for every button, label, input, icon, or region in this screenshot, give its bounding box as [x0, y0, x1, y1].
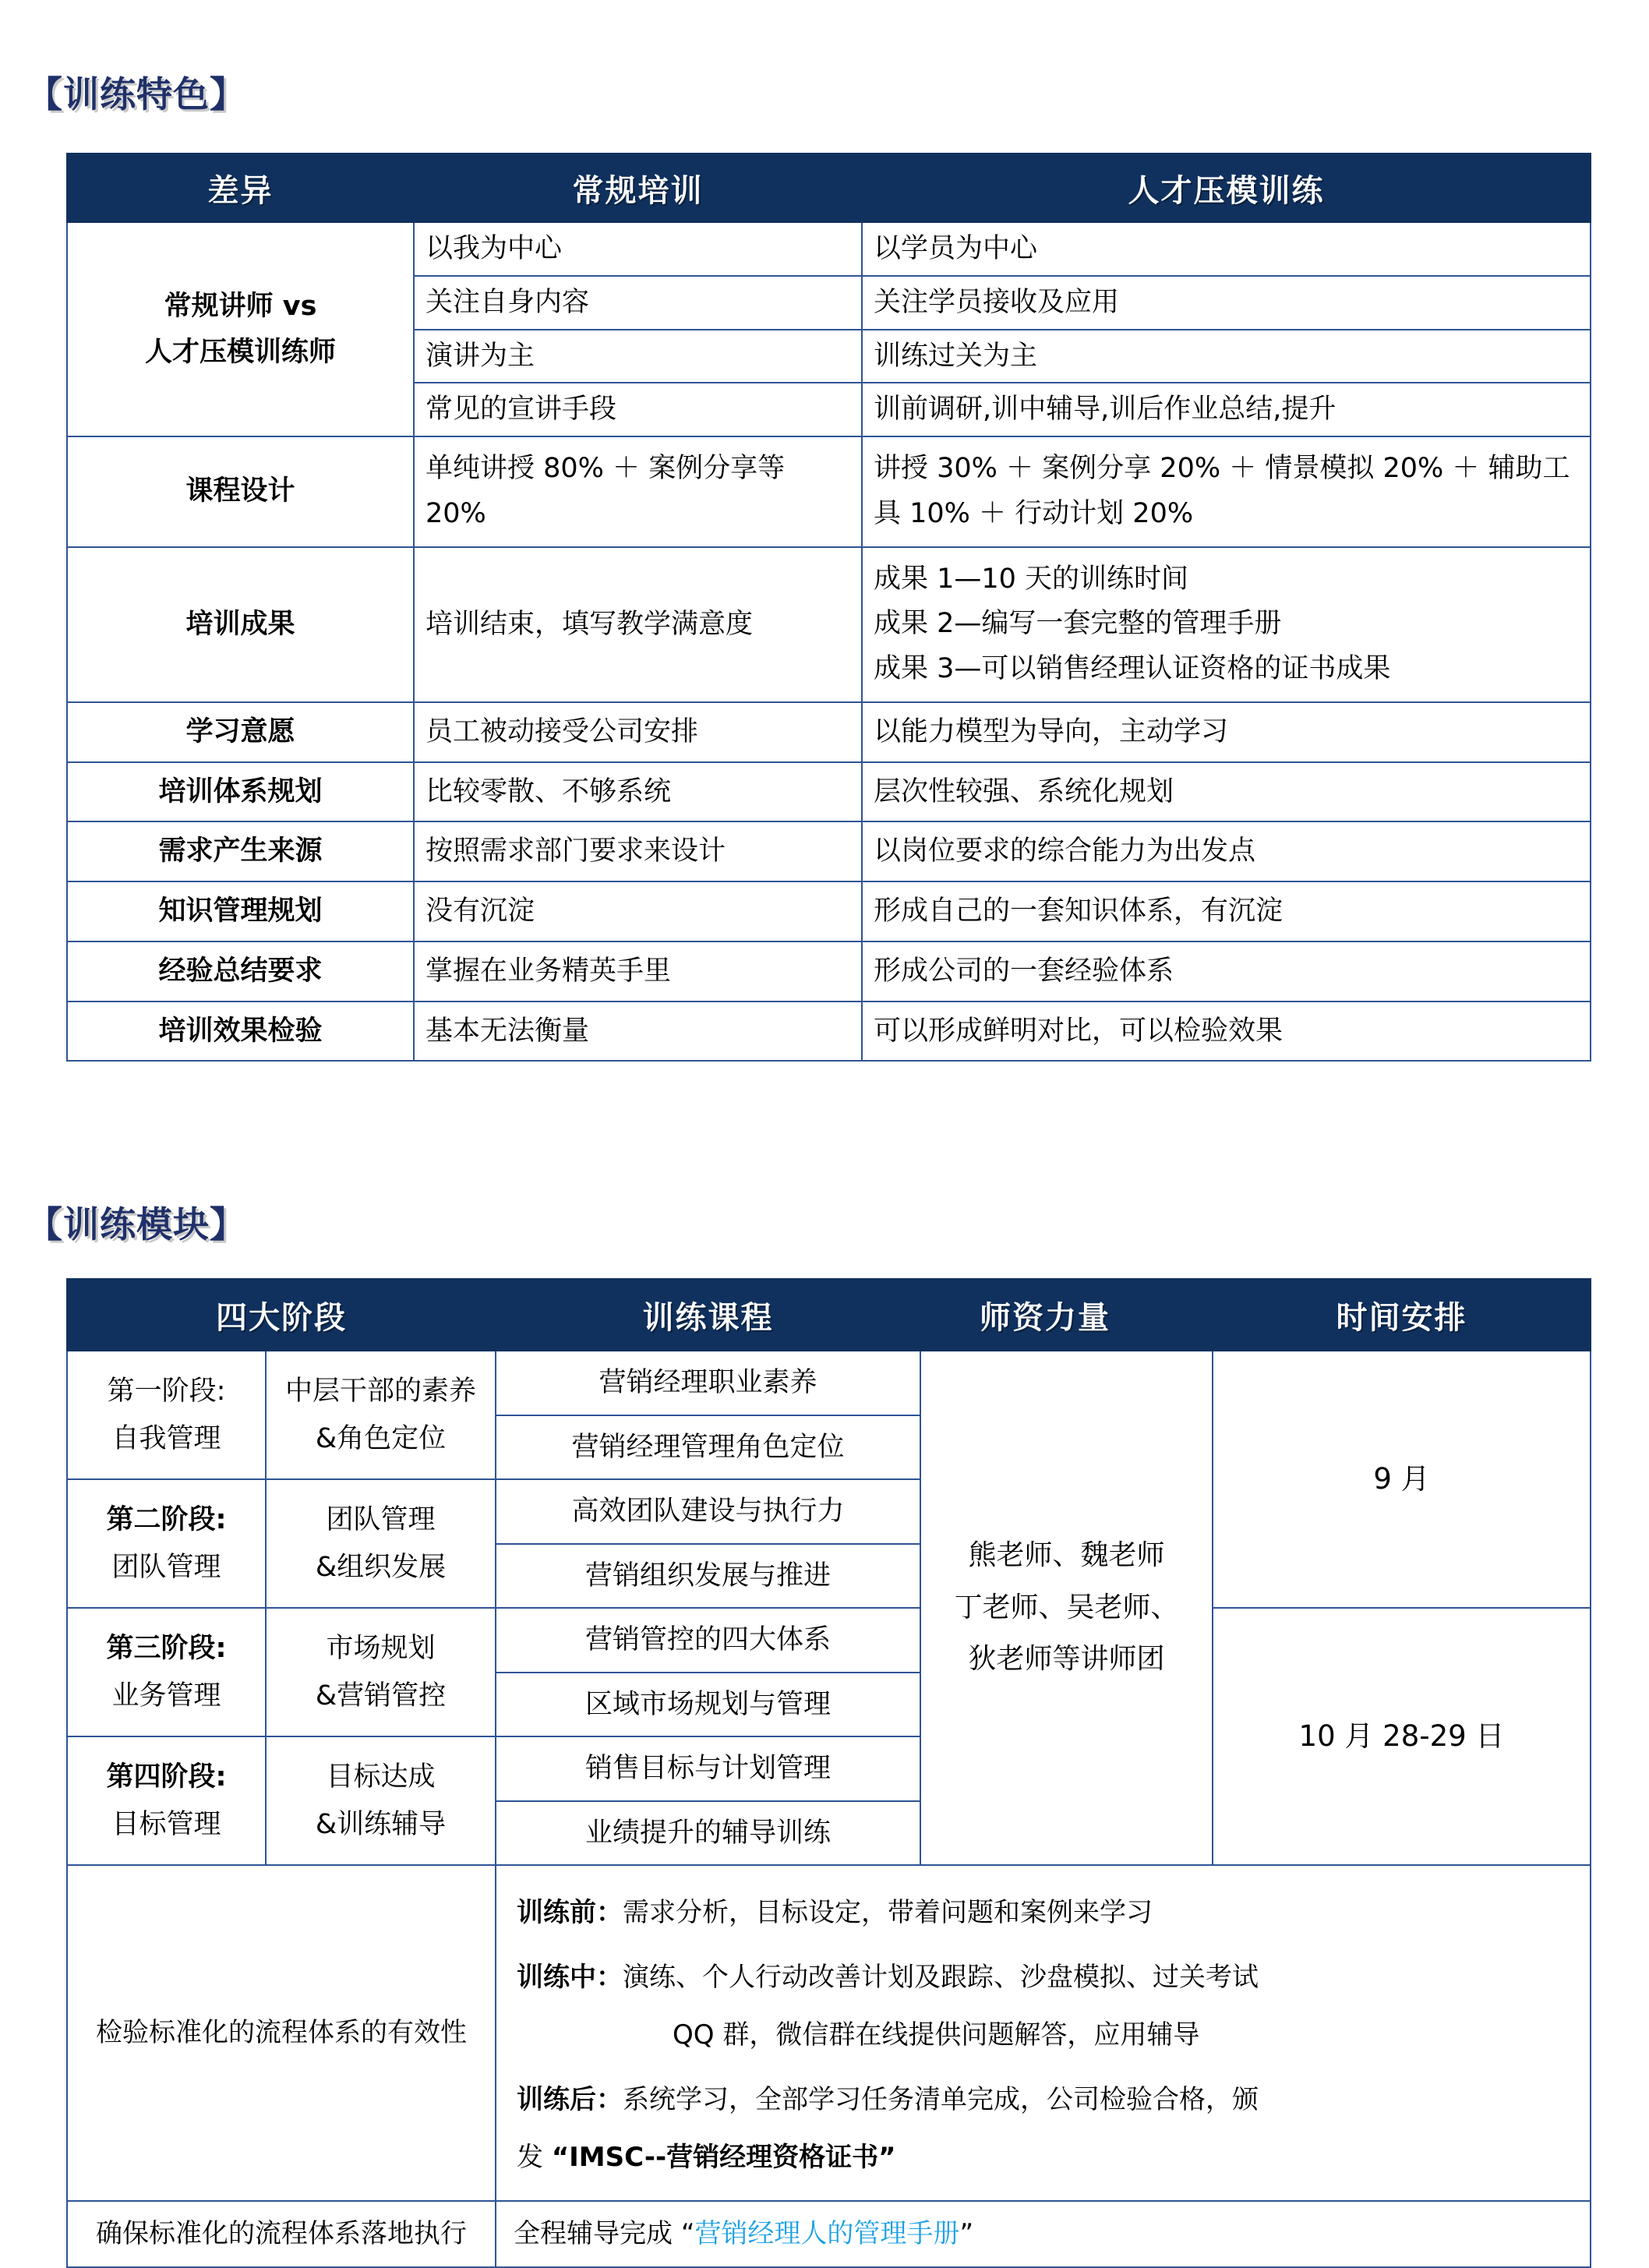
phase-line2: 自我管理: [111, 1422, 221, 1454]
table-row: [67, 1002, 1591, 1062]
phase-line2: 业务管理: [111, 1680, 221, 1712]
cell-molding: 可以形成鲜明对比，可以检验效果: [862, 1002, 1591, 1062]
phase-line1: 第三阶段:: [106, 1633, 227, 1664]
phase-line1: 第四阶段:: [106, 1761, 227, 1793]
cell-regular: 常见的宣讲手段: [414, 383, 862, 436]
row-label-demand-source: 需求产生来源: [67, 821, 414, 881]
table-row: [67, 547, 1591, 702]
schedule-september: 9 月: [1213, 1351, 1591, 1608]
process-after-label: 训练后: [517, 2083, 596, 2115]
table-row: [67, 881, 1591, 941]
table-row: [67, 1351, 1591, 1415]
topic-line1: 中层干部的素养: [284, 1376, 476, 1407]
topic-line2: &角色定位: [315, 1422, 447, 1454]
process-after-text: 系统学习，全部学习任务清单完成，公司检验合格，颁: [623, 2083, 1259, 2115]
quote-close: ”: [959, 2217, 974, 2249]
quote-open: “: [680, 2217, 695, 2249]
cell-regular: 以我为中心: [414, 222, 862, 276]
table-row: [67, 762, 1591, 822]
course-item: 营销经理职业素养: [496, 1351, 920, 1415]
table-row: [67, 702, 1591, 762]
table-header-row: [67, 154, 1591, 222]
phase-name-1: [67, 1351, 266, 1479]
cell-molding: 训前调研,训中辅导,训后作业总结,提升: [862, 383, 1591, 436]
faculty-line: 狄老师等讲师团: [968, 1643, 1165, 1676]
cell-molding: 以能力模型为导向，主动学习: [862, 702, 1591, 762]
phase-topic-3: [266, 1608, 496, 1736]
cell-molding: 层次性较强、系统化规划: [862, 762, 1591, 822]
course-item: 营销组织发展与推进: [496, 1544, 920, 1609]
course-item: 营销经理管理角色定位: [496, 1415, 920, 1480]
phase-name-2: [67, 1479, 266, 1608]
cell-regular: 关注自身内容: [414, 276, 862, 330]
training-modules-table: [66, 1278, 1591, 2268]
process-before-sep: ：: [596, 1897, 623, 1928]
section-heading-training-modules: 【训练模块】: [26, 1203, 246, 1245]
table-row: [67, 2201, 1591, 2267]
marketing-manager-manual-link[interactable]: 营销经理人的管理手册: [694, 2217, 960, 2249]
process-after-continued: [517, 2132, 1576, 2183]
certificate-name: “IMSC--营销经理资格证书”: [551, 2142, 896, 2174]
table-row: [67, 1865, 1591, 2201]
faculty-line: 丁老师、吴老师、: [954, 1591, 1179, 1623]
result-line: 成果 1—10 天的训练时间: [874, 563, 1189, 595]
course-item: 营销管控的四大体系: [496, 1608, 920, 1673]
row-label-experience-summary: 经验总结要求: [67, 941, 414, 1002]
cell-regular: 培训结束，填写教学满意度: [414, 547, 862, 702]
process-during-text: 演练、个人行动改善计划及跟踪、沙盘模拟、过关考试: [623, 1961, 1259, 1993]
cell-regular: 按照需求部门要求来设计: [414, 821, 862, 881]
schedule-october: 10 月 28-29 日: [1213, 1608, 1591, 1865]
row-label-training-system-planning: 培训体系规划: [67, 762, 414, 822]
row-label-knowledge-management: 知识管理规划: [67, 881, 414, 941]
table-header-row: [67, 1279, 1591, 1351]
process-effectiveness-label: 检验标准化的流程体系的有效性: [67, 1865, 496, 2201]
process-before: [517, 1888, 1576, 1938]
row-label-line2: 人才压模训练师: [144, 336, 336, 368]
topic-line1: 团队管理: [326, 1504, 436, 1535]
training-features-table: [66, 153, 1591, 1062]
course-item: 业绩提升的辅导训练: [496, 1801, 920, 1866]
process-description-cell: [496, 1865, 1591, 2201]
header-four-stages: 四大阶段: [67, 1279, 496, 1351]
phase-name-4: [67, 1736, 266, 1865]
course-item: 销售目标与计划管理: [496, 1736, 920, 1801]
header-difference: 差异: [67, 154, 414, 222]
process-after-sep: ：: [596, 2083, 623, 2115]
row-label-line1: 常规讲师 vs: [164, 290, 317, 322]
cell-regular: 单纯讲授 80% ＋ 案例分享等 20%: [414, 436, 862, 547]
phase-line1: 第一阶段:: [107, 1376, 226, 1407]
process-during-label: 训练中: [517, 1961, 596, 1993]
row-label-course-design: 课程设计: [67, 436, 414, 547]
phase-line1: 第二阶段:: [106, 1504, 227, 1535]
phase-topic-4: [266, 1736, 496, 1865]
phase-topic-1: [266, 1351, 496, 1479]
phase-topic-2: [266, 1479, 496, 1608]
header-talent-molding-training: 人才压模训练: [862, 154, 1591, 222]
header-faculty: 师资力量: [920, 1279, 1170, 1351]
phase-line2: 目标管理: [111, 1808, 221, 1840]
result-line: 成果 3—可以销售经理认证资格的证书成果: [874, 653, 1391, 684]
cell-molding: 以学员为中心: [862, 222, 1591, 276]
result-line: 成果 2—编写一套完整的管理手册: [874, 608, 1282, 640]
topic-line2: &营销管控: [315, 1680, 447, 1712]
phase-line2: 团队管理: [111, 1551, 221, 1583]
table-row: [67, 941, 1591, 1002]
process-after: [517, 2075, 1576, 2183]
process-before-text: 需求分析，目标设定，带着问题和案例来学习: [623, 1897, 1153, 1928]
cell-regular: 掌握在业务精英手里: [414, 941, 862, 1002]
cell-molding: 形成自己的一套知识体系，有沉淀: [862, 881, 1591, 941]
cell-molding: [862, 547, 1591, 702]
row-label-training-results: 培训成果: [67, 547, 414, 702]
process-during-sep: ：: [596, 1961, 623, 1993]
process-during-continued: QQ 群，微信群在线提供问题解答，应用辅导: [673, 2019, 1200, 2051]
topic-line1: 市场规划: [326, 1633, 436, 1664]
manual-cell: [496, 2201, 1591, 2267]
table-row: [67, 1608, 1591, 1673]
cell-regular: 基本无法衡量: [414, 1002, 862, 1062]
table-row: [67, 222, 1591, 276]
cell-regular: 演讲为主: [414, 330, 862, 383]
course-item: 高效团队建设与执行力: [496, 1479, 920, 1544]
process-during: [517, 1952, 1576, 2061]
cell-regular: 员工被动接受公司安排: [414, 702, 862, 762]
certificate-prefix: 发: [517, 2142, 543, 2174]
cell-molding: 以岗位要求的综合能力为出发点: [862, 821, 1591, 881]
cell-regular: 比较零散、不够系统: [414, 762, 862, 822]
section-heading-training-features: 【训练特色】: [26, 73, 246, 115]
phase-name-3: [67, 1608, 266, 1736]
row-label-effect-verification: 培训效果检验: [67, 1002, 414, 1062]
cell-molding: 训练过关为主: [862, 330, 1591, 383]
header-training-courses: 训练课程: [496, 1279, 920, 1351]
topic-line1: 目标达成: [326, 1761, 436, 1793]
header-schedule: 时间安排: [1213, 1279, 1591, 1351]
course-item: 区域市场规划与管理: [496, 1673, 920, 1737]
cell-molding: 讲授 30% ＋ 案例分享 20% ＋ 情景模拟 20% ＋ 辅助工具 10% ＋ 行动计划 20%: [862, 436, 1591, 547]
faculty-line: 熊老师、魏老师: [968, 1539, 1165, 1572]
faculty-cell: [920, 1351, 1213, 1865]
row-label-trainer-comparison: [67, 222, 414, 436]
cell-molding: 关注学员接收及应用: [862, 276, 1591, 330]
manual-prefix: 全程辅导完成: [514, 2217, 673, 2249]
cell-regular: 没有沉淀: [414, 881, 862, 941]
cell-molding: 形成公司的一套经验体系: [862, 941, 1591, 1002]
header-regular-training: 常规培训: [414, 154, 862, 222]
table-row: [67, 821, 1591, 881]
row-label-learning-willingness: 学习意愿: [67, 702, 414, 762]
topic-line2: &组织发展: [315, 1551, 447, 1583]
process-before-label: 训练前: [517, 1897, 596, 1928]
landing-execution-label: 确保标准化的流程体系落地执行: [67, 2201, 496, 2267]
header-spacer: [1170, 1279, 1213, 1351]
table-row: [67, 436, 1591, 547]
topic-line2: &训练辅导: [315, 1808, 447, 1840]
